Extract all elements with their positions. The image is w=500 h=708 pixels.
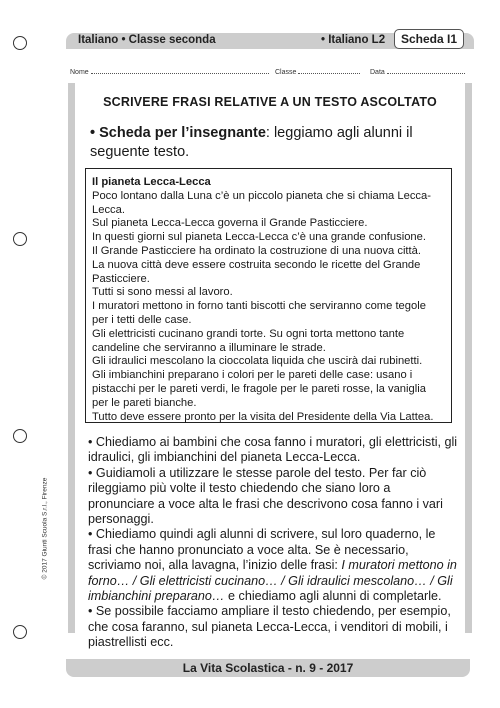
instruction-item: • Se possibile facciamo ampliare il testo chiedendo, per esempio, che cosa faranno, sul pianeta Lecca-Lecca, i venditori di mobili, i piastrellisti ecc.	[88, 604, 451, 650]
teacher-intro	[90, 124, 462, 162]
binder-hole-4	[13, 625, 27, 639]
class-label: Classe	[275, 69, 297, 76]
intro-bold: • Scheda per l’insegnante	[90, 125, 266, 141]
story-line: Poco lontano dalla Luna c’è un piccolo pianeta che si chiama Lecca-Lecca.	[92, 189, 431, 216]
binder-hole-2	[13, 232, 27, 246]
sheet-badge: Scheda I1	[394, 29, 464, 49]
student-fields	[70, 67, 470, 77]
story-line: Tutto deve essere pronto per la visita del Presidente della Via Lattea.	[92, 410, 434, 423]
instructions-list	[88, 435, 458, 651]
story-box	[85, 168, 452, 423]
class-field[interactable]	[275, 67, 360, 76]
instruction-text: e chiediamo agli alunni di completarle.	[224, 589, 442, 604]
sentence-starters: I muratori mettono in forno… / Gli elettricisti cucinano… / Gli idraulici mescolano… / Gli imbianchini preparano…	[88, 558, 457, 604]
subject-label: Italiano • Classe seconda	[78, 34, 216, 46]
page-footer: La Vita Scolastica - n. 9 - 2017	[66, 659, 470, 677]
page-header	[66, 33, 474, 49]
story-line: Gli imbianchini preparano i colori per le pareti delle case: usano i pistacchi per le pareti verdi, le fragole per le pareti rosse, la vaniglia per le pareti bianche.	[92, 369, 426, 409]
date-label: Data	[370, 69, 385, 76]
instruction-text: • Chiediamo quindi agli alunni di scrivere, sul loro quaderno, le frasi che hanno pronunciato a voce alta. Se è necessario, scriviamo noi, alla lavagna, l’inizio delle frasi:	[88, 527, 436, 573]
worksheet-title: SCRIVERE FRASI RELATIVE A UN TESTO ASCOLTATO	[103, 95, 437, 109]
name-field[interactable]	[70, 67, 269, 76]
date-field[interactable]	[370, 67, 465, 76]
instruction-item: • Chiediamo ai bambini che cosa fanno i muratori, gli elettricisti, gli idraulici, gli imbianchini del pianeta Lecca-Lecca.	[88, 435, 458, 465]
copyright-text: © 2017 Giunti Scuola S.r.l., Firenze	[41, 477, 49, 580]
name-label: Nome	[70, 69, 89, 76]
track-label: • Italiano L2	[321, 34, 386, 46]
story-line: Gli idraulici mescolano la cioccolata liquida che uscirà dai rubinetti.	[92, 355, 423, 368]
story-line: In questi giorni sul pianeta Lecca-Lecca c’è una grande confusione.	[92, 231, 426, 244]
intro-text: : leggiamo agli alunni il seguente testo.	[90, 125, 413, 160]
story-line: Tutti si sono messi al lavoro.	[92, 286, 233, 299]
story-line: La nuova città deve essere costruita secondo le ricette del Grande Pasticciere.	[92, 258, 421, 285]
story-line: Gli elettricisti cucinano grandi torte. Su ogni torta mettono tante candeline che serviranno a illuminare le strade.	[92, 327, 405, 354]
story-line: Sul pianeta Lecca-Lecca governa il Grande Pasticciere.	[92, 217, 368, 230]
binder-hole-3	[13, 429, 27, 443]
binder-hole-1	[13, 36, 27, 50]
instruction-item	[88, 527, 458, 604]
instruction-item: • Guidiamoli a utilizzare le stesse parole del testo. Per far ciò rileggiamo più volte il testo chiedendo che siano loro a pronunciare a voce alta le frasi che descrivono cosa fanno i vari personaggi.	[88, 465, 443, 527]
copyright-sidebar	[40, 430, 50, 630]
story-line: Il Grande Pasticciere ha ordinato la costruzione di una nuova città.	[92, 244, 421, 257]
story-line: I muratori mettono in forno tanti biscotti che serviranno come tegole per i tetti delle case.	[92, 300, 426, 326]
story-title: Il pianeta Lecca-Lecca	[92, 176, 211, 188]
